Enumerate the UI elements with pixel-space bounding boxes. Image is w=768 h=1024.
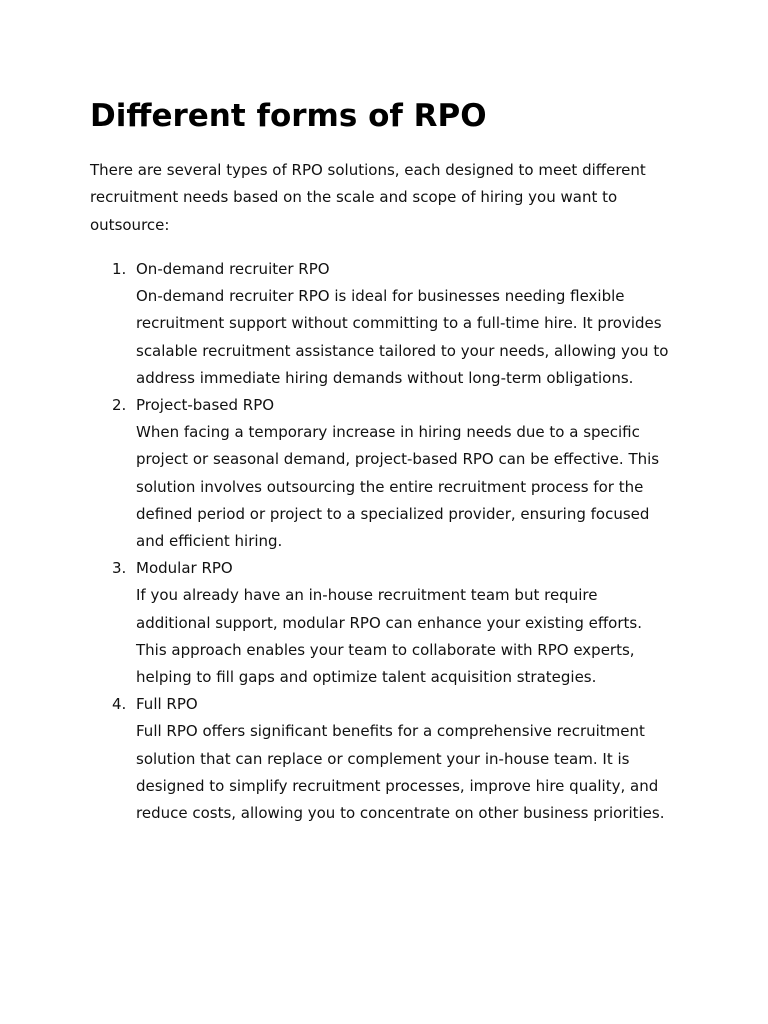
list-item-heading: Full RPO bbox=[136, 695, 198, 714]
list-item-number: 3. bbox=[112, 559, 127, 578]
list-item bbox=[90, 555, 690, 691]
list-item bbox=[90, 691, 690, 827]
list-item-heading: On-demand recruiter RPO bbox=[136, 260, 330, 278]
page-title: Different forms of RPO bbox=[90, 98, 487, 134]
list-item-body: If you already have an in-house recruitment team but require additional support, modular RPO can enhance your existing efforts. This approach enables your team to collaborate with RPO experts, helping to fill gaps and optimize talent acquisition strategies. bbox=[136, 586, 642, 687]
list-item bbox=[90, 392, 690, 555]
list-item-number: 2. bbox=[112, 396, 127, 415]
list-item-heading: Modular RPO bbox=[136, 559, 233, 578]
list-item-number: 1. bbox=[112, 260, 127, 278]
list-item-body: On-demand recruiter RPO is ideal for businesses needing flexible recruitment support without committing to a full-time hire. It provides scalable recruitment assistance tailored to your needs, allowing you to address immediate hiring demands without long-term obligations. bbox=[136, 287, 669, 387]
list-item bbox=[90, 256, 690, 392]
list-item-body: Full RPO offers significant benefits for a comprehensive recruitment solution that can replace or complement your in-house team. It is designed to simplify recruitment processes, improve hire quality, and reduce costs, allowing you to concentrate on other business priorities. bbox=[136, 722, 665, 823]
intro-paragraph: There are several types of RPO solutions, each designed to meet different recruitment needs based on the scale and scope of hiring you want to outsource: bbox=[90, 161, 646, 234]
list-item-body: When facing a temporary increase in hiring needs due to a specific project or seasonal demand, project-based RPO can be effective. This solution involves outsourcing the entire recruitment process for the defined period or project to a specialized provider, ensuring focused and efficient hiring. bbox=[136, 423, 660, 551]
list-item-number: 4. bbox=[112, 695, 127, 714]
list-item-heading: Project-based RPO bbox=[136, 396, 275, 415]
rpo-types-list bbox=[90, 256, 690, 827]
